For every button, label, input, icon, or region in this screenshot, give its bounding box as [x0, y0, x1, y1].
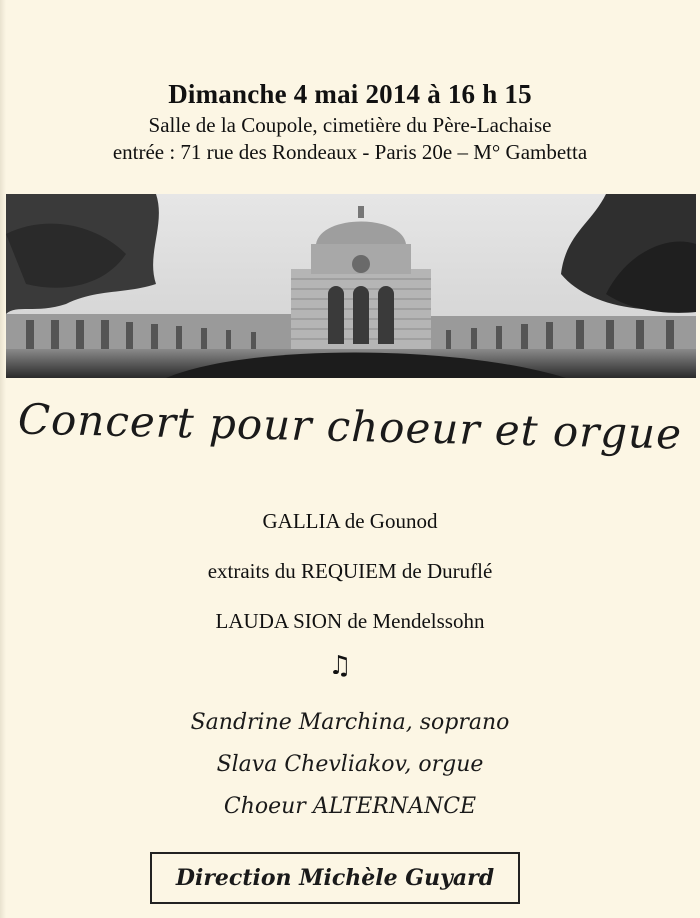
performer-soprano: Sandrine Marchina, soprano [190, 710, 510, 735]
event-date: Dimanche 4 mai 2014 à 16 h 15 [168, 79, 532, 109]
program-list [0, 510, 700, 660]
program-item: extraits du REQUIEM de Duruflé [207, 559, 493, 583]
performer-organ: Slava Chevliakov, orgue [216, 752, 484, 777]
music-note-icon: ♫ [328, 651, 352, 681]
direction-credit: Direction Michèle Guyard [150, 852, 520, 904]
event-address: entrée : 71 rue des Rondeaux - Paris 20e – M° Gambetta [112, 140, 588, 164]
concert-title: Concert pour choeur et orgue [17, 394, 683, 459]
performer-choir: Choeur ALTERNANCE [223, 794, 477, 819]
performers-list [0, 702, 700, 828]
event-venue: Salle de la Coupole, cimetière du Père-Lachaise [148, 113, 552, 137]
program-item: GALLIA de Gounod [262, 509, 438, 533]
event-header [0, 76, 700, 166]
chapel-photo [6, 194, 696, 378]
program-item: LAUDA SION de Mendelssohn [215, 609, 485, 633]
